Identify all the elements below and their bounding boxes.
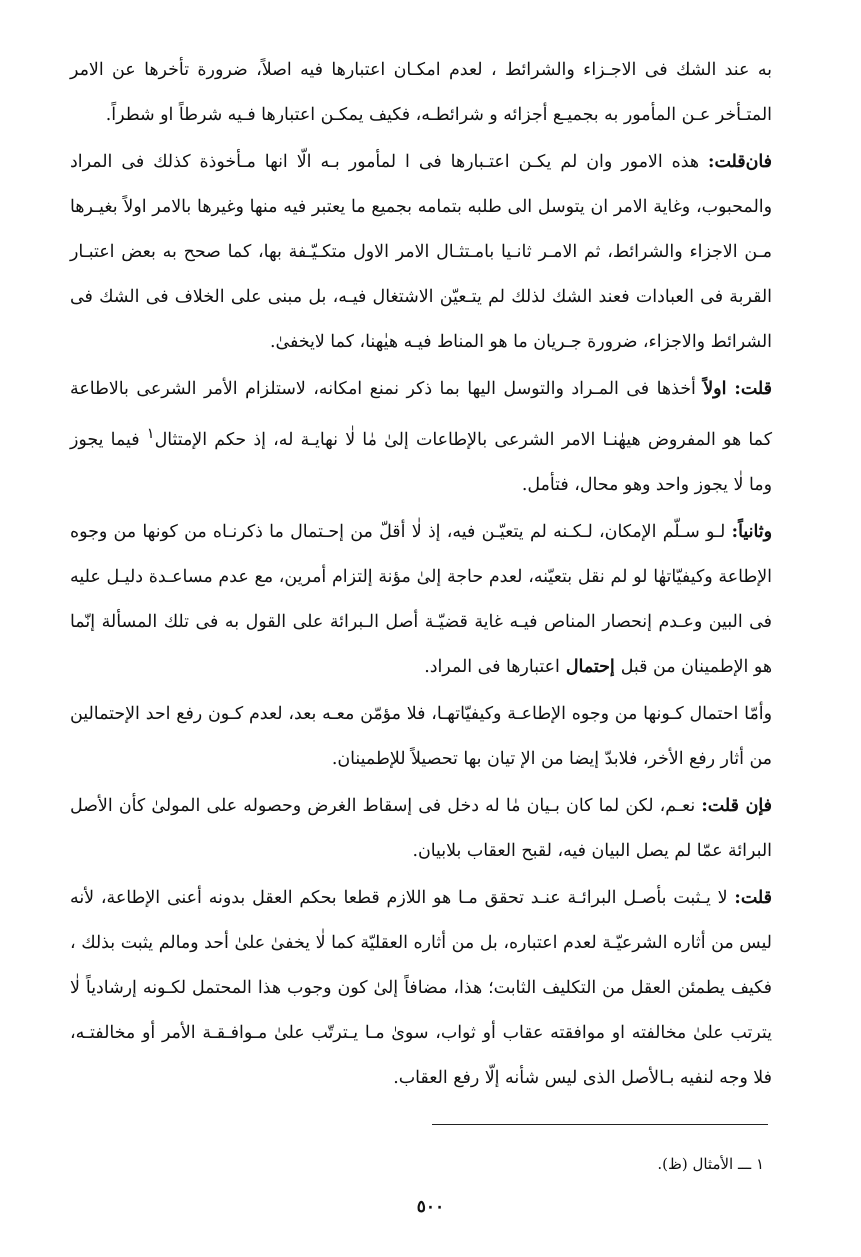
page-number: ٥٠٠ xyxy=(416,1197,445,1217)
paragraph-3-text: أخذها فى المـراد والتوسل اليها بما ذكر نمنع امكانه، لاستلزام الأمر الشرعى بالاطاعة كما هو المفروض هيهٰنـا الامر الشرعى بالإطاعات إلىٰ مٰا لٰا نهايـة له، إذ حكم الإمتثال xyxy=(70,379,773,450)
footnote-marker: ١ xyxy=(146,426,155,442)
paragraph-3-keyword: قلت: اولاً xyxy=(703,379,772,399)
paragraph-6-text: نعـم، لكن لما كان بـيان مٰا له دخل فى إسقاط الغرض وحصوله على المولىٰ كأن الأصل البرائة عمّا لم يصل البيان فيه، لقبح العقاب بلابيان. xyxy=(70,795,772,861)
footnote: ١ ـــ الأمثال (ظ). xyxy=(657,1155,764,1173)
main-text xyxy=(70,48,772,1101)
paragraph-3 xyxy=(70,367,772,508)
paragraph-7-keyword: قلت: xyxy=(734,887,772,908)
paragraph-7 xyxy=(70,876,772,1101)
paragraph-2-text: هذه الامور وان لم يكـن اعتـبارها فى ا لمأمور بـه الّا انها مـأخوذة كذلك فى المراد والمحبوب، وغاية الامر ان يتوسل الى طلبه بتمامه بجميع ما يعتبر فيه منها وغيرها بالامر اولاً بغيـرها مـن الاجزاء والشرائط، ثم الامـر ثانـيا بامـتثـال الامر الاول متكـيّـفة بها، كما صحح به بعض اعتبـار القربة فى العبادات فعند الشك لذلك لم يتـعيّن الاشتغال فيـه، بل مبنى على الخلاف فى الشك فى الشرائط والاجزاء، ضرورة جـريان ما هو المناط فيـه هيٰهنا، كما لايخفىٰ. xyxy=(70,152,772,352)
paragraph-5-text: وأمّا احتمال كـونها من وجوه الإطاعـة وكيفيّاتهـا، فلا مؤمّن معـه بعد، لعدم كـون رفع احد الإحتمالين من أثار رفع الأخر، فلابدّ إيضا من الإ تيان بها تحصيلاً للإطمينان. xyxy=(70,703,772,769)
paragraph-2 xyxy=(70,140,772,365)
paragraph-1 xyxy=(70,48,772,138)
paragraph-4-text: لـو سـلّم الإمكان، لـكـنه لم يتعيّـن فيه، إذ لٰا أقلّ من إحـتمال ما ذكرنـاه من كونها من وجوه الإطاعة وكيفيّاتهٰا لو لم نقل بتعيّنه، لعدم حاجة إلىٰ مؤنة إلتزام أمرين، مع عدم مساعـدة دليـل عليه فى البين وعـدم إنحصار المناص فيـه غاية قضيّـة أصل الـبرائة على القول به فى تلك المسألة إنّما هو الإطمينان من قبل xyxy=(70,521,772,677)
paragraph-3-tail: فيما يجوز وما لٰا يجوز واحد وهو محال، فتأمل. xyxy=(70,429,772,495)
paragraph-4-tail: اعتبارها فى المراد. xyxy=(424,656,560,677)
paragraph-6-keyword: فإن قلت: xyxy=(701,795,772,816)
paragraph-7-text: لا يـثبت بأصـل البرائـة عنـد تحقق مـا هو اللازم قطعا بحكم العقل بدونه أعنى الإطاعة، لأنه ليس من أثاره الشرعيّـة لعدم اعتباره، بل من أثاره العقليّة كما لٰا يخفىٰ علىٰ أحد ومالم يثبت بذلك ، فكيف يطمئن العقل من التكليف الثابت؛ هذا، مضافاً إلىٰ كون وجوب هذا المحتمل لكـونه إرشادياً لٰا يترتب علىٰ مخالفته او موافقته عقاب أو ثواب، سوىٰ مـا يـترتّب علىٰ مـوافـقـة الأمر أو مخالفتـه، فلا وجه لنفيه بـالأصل الذى ليس شأنه إلّا رفع العقاب. xyxy=(70,887,772,1088)
footnote-divider xyxy=(432,1124,768,1125)
paragraph-1-text: به عند الشك فى الاجـزاء والشرائط ، لعدم امكـان اعتبارها فيه اصلاً، ضرورة تأخرها عن الامر المتـأخر عـن المأمور به بجميـع أجزائه و شرائطـه، فكيف يمكـن اعتبارها فـيه شرطاً او شطراً. xyxy=(70,60,772,125)
paragraph-6 xyxy=(70,784,772,874)
paragraph-2-keyword: فان‌قلت: xyxy=(708,152,772,172)
paragraph-5 xyxy=(70,692,772,782)
paragraph-4-keyword: وثانياً: xyxy=(731,521,772,542)
paragraph-4 xyxy=(70,510,772,690)
paragraph-4-bold-term: إحتمال xyxy=(559,656,621,677)
